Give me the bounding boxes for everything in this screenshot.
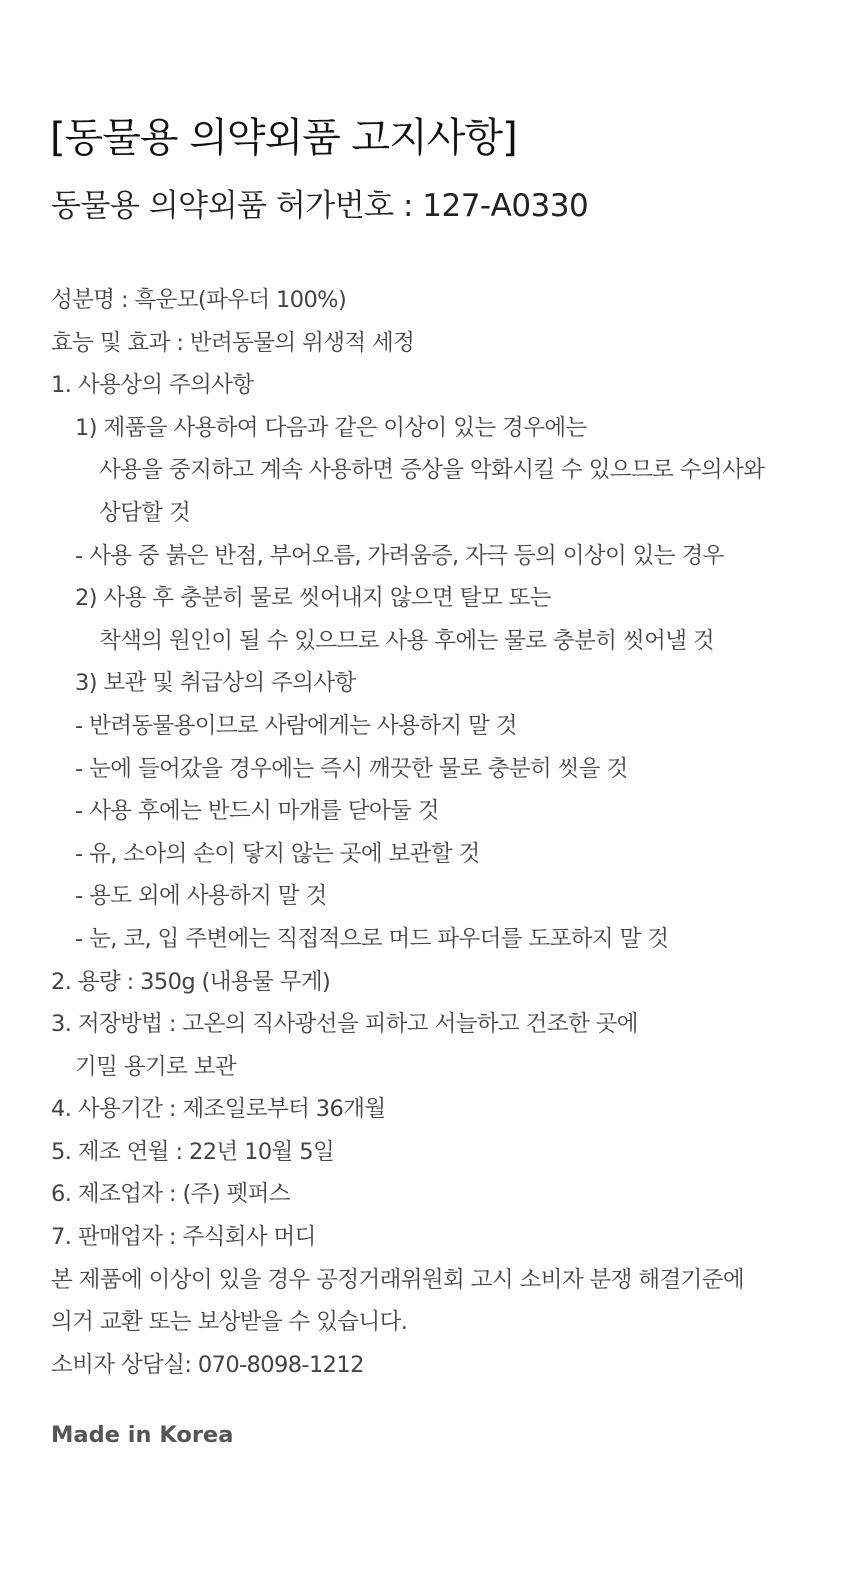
notice-line: 의거 교환 또는 보상받을 수 있습니다.	[51, 1309, 408, 1336]
notice-line: - 용도 외에 사용하지 말 것	[75, 883, 327, 910]
notice-line: - 사용 후에는 반드시 마개를 닫아둘 것	[75, 798, 439, 825]
license-number: 동물용 의약외품 허가번호 : 127-A0330	[51, 188, 589, 224]
notice-line: 기밀 용기로 보관	[75, 1053, 237, 1080]
notice-line: 본 제품에 이상이 있을 경우 공정거래위원회 고시 소비자 분쟁 해결기준에	[51, 1266, 745, 1293]
notice-line: - 반려동물용이므로 사람에게는 사용하지 말 것	[75, 712, 517, 739]
notice-line: 성분명 : 흑운모(파우더 100%)	[51, 287, 347, 313]
notice-line: - 유, 소아의 손이 닿지 않는 곳에 보관할 것	[75, 840, 480, 867]
notice-line: 착색의 원인이 될 수 있으므로 사용 후에는 물로 충분히 씻어낼 것	[99, 627, 715, 654]
notice-line: 4. 사용기간 : 제조일로부터 36개월	[51, 1096, 386, 1123]
notice-line: 3. 저장방법 : 고온의 직사광선을 피하고 서늘하고 건조한 곳에	[51, 1011, 638, 1038]
notice-line: - 눈에 들어갔을 경우에는 즉시 깨끗한 물로 충분히 씻을 것	[75, 755, 628, 782]
notice-line: 사용을 중지하고 계속 사용하면 증상을 악화시킬 수 있으므로 수의사와	[99, 457, 765, 484]
notice-body	[51, 279, 841, 1386]
origin-label: Made in Korea	[51, 1422, 234, 1448]
notice-line: 소비자 상담실: 070-8098-1212	[51, 1351, 364, 1378]
notice-title: [동물용 의약외품 고지사항]	[50, 115, 517, 161]
notice-line: 1) 제품을 사용하여 다음과 같은 이상이 있는 경우에는	[75, 414, 587, 441]
notice-line: 1. 사용상의 주의사항	[51, 372, 254, 399]
notice-line: 2) 사용 후 충분히 물로 씻어내지 않으면 탈모 또는	[75, 585, 551, 612]
notice-line: 7. 판매업자 : 주식회사 머디	[51, 1224, 316, 1251]
notice-line: 상담할 것	[99, 499, 191, 526]
notice-line: 5. 제조 연월 : 22년 10월 5일	[51, 1138, 335, 1165]
notice-line: 2. 용량 : 350g (내용물 무게)	[51, 968, 331, 995]
notice-line: 6. 제조업자 : (주) 펫퍼스	[51, 1181, 290, 1208]
notice-line: - 눈, 코, 입 주변에는 직접적으로 머드 파우더를 도포하지 말 것	[75, 925, 669, 952]
notice-line: 효능 및 효과 : 반려동물의 위생적 세정	[51, 329, 415, 356]
notice-line: 3) 보관 및 취급상의 주의사항	[75, 670, 356, 697]
notice-line: - 사용 중 붉은 반점, 부어오름, 가려움증, 자극 등의 이상이 있는 경우	[75, 542, 724, 569]
